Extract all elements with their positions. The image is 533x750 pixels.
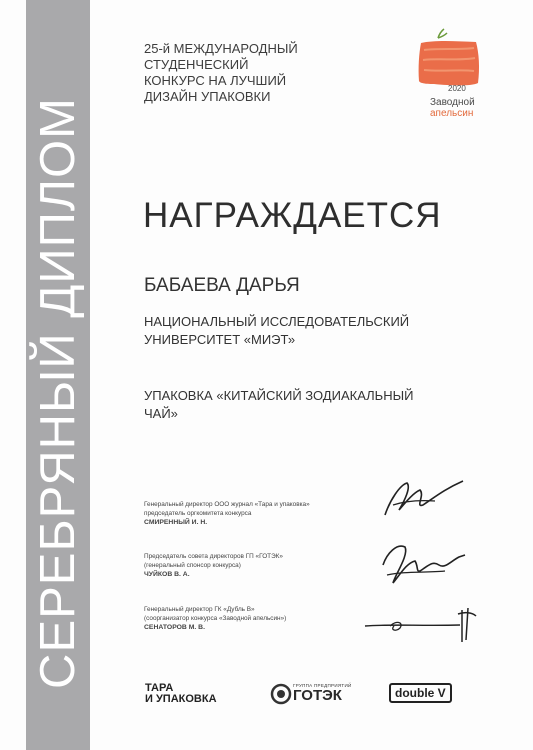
signatory-title-line: Председатель совета директоров ГП «ГОТЭК» (144, 553, 283, 560)
contest-line: СТУДЕНЧЕСКИЙ (144, 57, 249, 72)
signatory-name: СМИРЕННЫЙ И. Н. (144, 519, 208, 526)
signatory-title-line: (генеральный спонсор конкурса) (144, 562, 241, 569)
organization (144, 313, 444, 349)
contest-line: ДИЗАЙН УПАКОВКИ (144, 89, 271, 104)
signature-smirenny (375, 475, 470, 525)
work-line: УПАКОВКА «КИТАЙСКИЙ ЗОДИАКАЛЬНЫЙ (144, 388, 414, 403)
signature-chuikov (375, 535, 475, 590)
signatory-block (144, 500, 364, 527)
tara-i-upakovka-logo (145, 683, 217, 705)
logo-name-line2: апельсин (430, 108, 474, 119)
contest-title (144, 41, 384, 105)
vertical-title: СЕРЕБРЯНЫЙ ДИПЛОМ (31, 97, 85, 689)
signatory-title-line: председатель оргкомитета конкурса (144, 510, 252, 517)
double-v-logo: double V (389, 683, 452, 703)
organization-line: УНИВЕРСИТЕТ «МИЭТ» (144, 332, 296, 347)
gotek-emblem-icon (270, 682, 292, 706)
contest-line: КОНКУРС НА ЛУЧШИЙ (144, 73, 287, 88)
gotek-logo-small: ГРУППА ПРЕДПРИЯТИЙ (293, 683, 352, 688)
signature-senatorov (360, 600, 490, 645)
contest-line: 25-й МЕЖДУНАРОДНЫЙ (144, 41, 298, 56)
award-heading: НАГРАЖДАЕТСЯ (143, 196, 442, 235)
recipient-name: БАБАЕВА ДАРЬЯ (144, 275, 300, 296)
logo-year: 2020 (448, 84, 466, 93)
tara-logo-line1: ТАРА (145, 682, 174, 694)
gotek-logo-name: ГОТЭК (293, 687, 342, 704)
signatory-title-line: Генеральный директор ГК «Дубль В» (144, 606, 255, 613)
logo-name-line1: Заводной (430, 97, 475, 108)
tara-logo-line2: И УПАКОВКА (145, 693, 217, 705)
work-title (144, 387, 474, 423)
organization-line: НАЦИОНАЛЬНЫЙ ИССЛЕДОВАТЕЛЬСКИЙ (144, 314, 410, 329)
signatory-name: СЕНАТОРОВ М. В. (144, 624, 205, 631)
work-line: ЧАЙ» (144, 406, 178, 421)
signatory-block (144, 552, 364, 579)
signatory-title-line: Генеральный директор ООО журнал «Тара и упаковка» (144, 501, 310, 508)
signatory-title-line: (соорганизатор конкурса «Заводной апельсин») (144, 615, 287, 622)
signatory-block (144, 605, 364, 632)
gotek-logo (293, 683, 352, 703)
signatory-name: ЧУЙКОВ В. А. (144, 571, 190, 578)
